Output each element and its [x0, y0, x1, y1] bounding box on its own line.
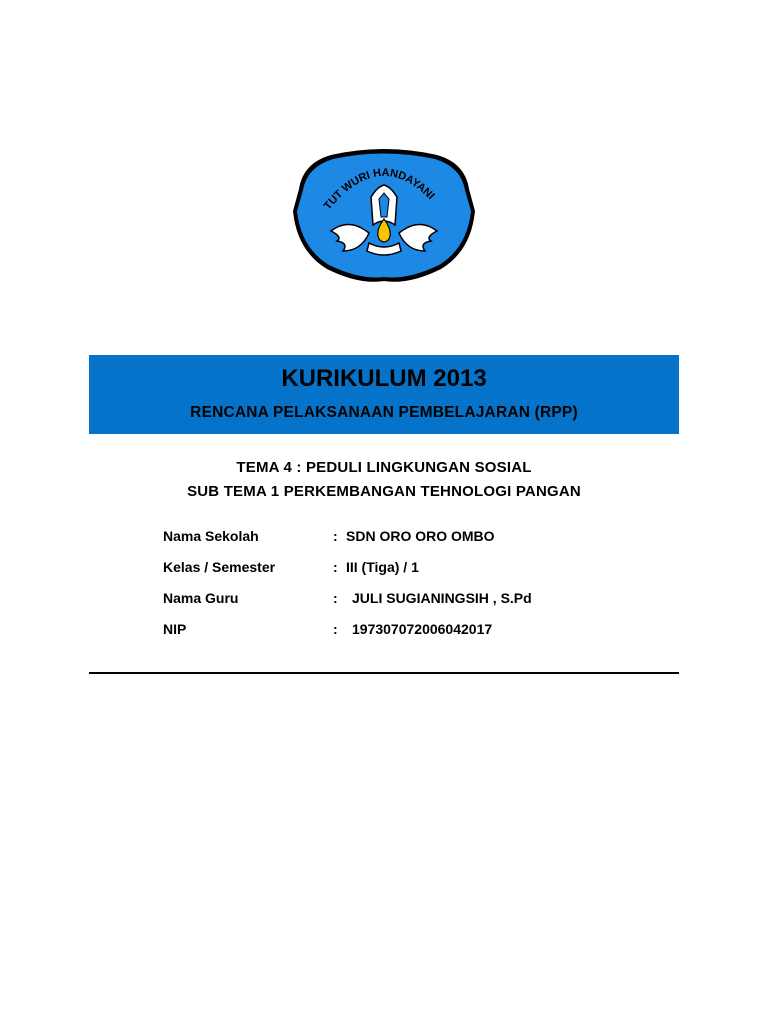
info-colon: : [333, 559, 338, 575]
document-title: KURIKULUM 2013 [281, 365, 487, 392]
info-colon: : [333, 621, 338, 637]
info-value: SDN ORO ORO OMBO [346, 528, 495, 544]
info-value: 197307072006042017 [352, 621, 493, 637]
document-subtitle: RENCANA PELAKSANAAN PEMBELAJARAN (RPP) [190, 404, 578, 421]
info-colon: : [333, 590, 338, 606]
info-value: III (Tiga) / 1 [346, 559, 419, 575]
info-label: Nama Sekolah [163, 528, 259, 544]
title-banner [89, 355, 679, 434]
logo-motto: TUT WURI HANDAYANI [321, 166, 437, 213]
info-label: Nama Guru [163, 590, 239, 606]
info-colon: : [333, 528, 338, 544]
tut-wuri-handayani-logo [291, 147, 477, 283]
info-label: NIP [163, 621, 187, 637]
horizontal-rule [89, 672, 679, 674]
theme-line: TEMA 4 : PEDULI LINGKUNGAN SOSIAL [236, 459, 532, 476]
info-label: Kelas / Semester [163, 559, 276, 575]
info-value: JULI SUGIANINGSIH , S.Pd [352, 590, 532, 606]
subtheme-line: SUB TEMA 1 PERKEMBANGAN TEHNOLOGI PANGAN [187, 483, 581, 500]
